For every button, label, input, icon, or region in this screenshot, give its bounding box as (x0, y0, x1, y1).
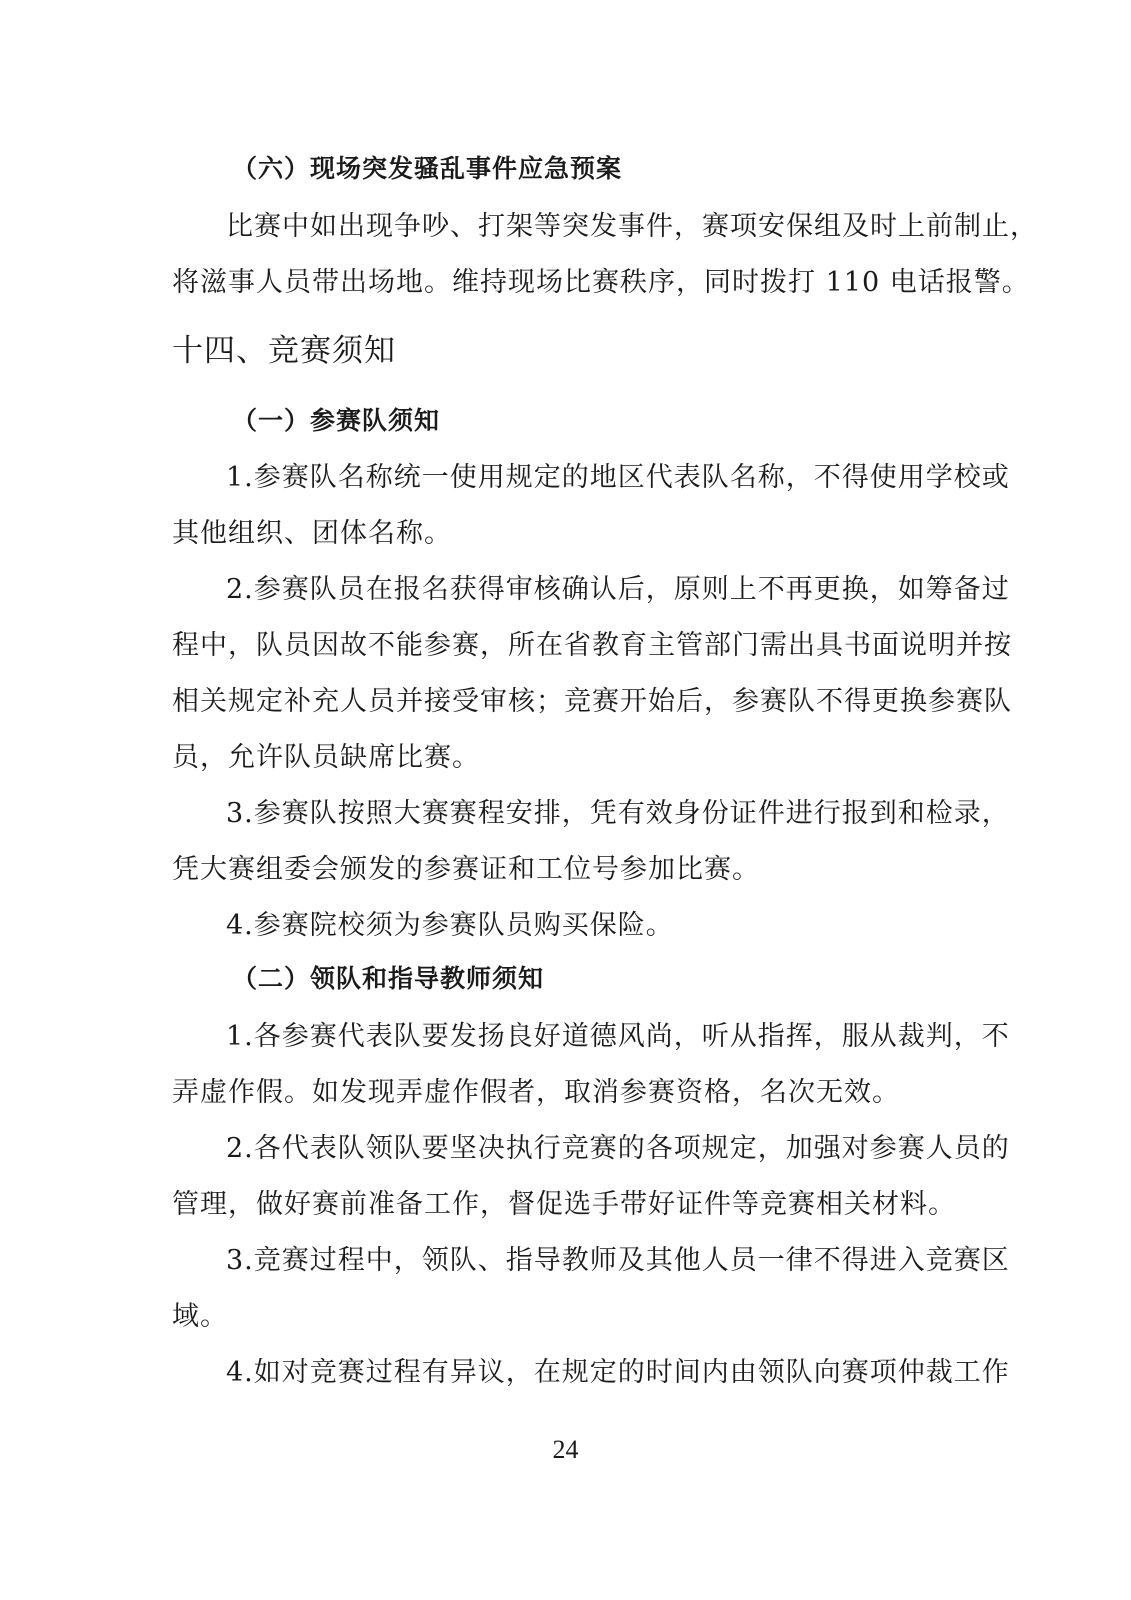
part-2-item-1-line-1: 1.各参赛代表队要发扬良好道德风尚，听从指挥，服从裁判，不 (226, 1021, 1010, 1052)
section-6-heading: （六）现场突发骚乱事件应急预案 (232, 154, 623, 183)
part-2-item-3-line-2: 域。 (172, 1301, 228, 1332)
part-2-item-2-line-1: 2.各代表队领队要坚决执行竞赛的各项规定，加强对参赛人员的 (226, 1133, 1010, 1164)
page-number: 24 (552, 1435, 579, 1464)
part-1-item-4-line-1: 4.参赛院校须为参赛队员购买保险。 (226, 910, 674, 941)
part-2-item-3-line-1: 3.竞赛过程中，领队、指导教师及其他人员一律不得进入竞赛区 (226, 1245, 1010, 1276)
part-2-item-2-line-2: 管理，做好赛前准备工作，督促选手带好证件等竞赛相关材料。 (172, 1189, 956, 1220)
part-1-item-1-line-2: 其他组织、团体名称。 (172, 518, 452, 549)
part-2-item-4-line-1: 4.如对竞赛过程有异议，在规定的时间内由领队向赛项仲裁工作 (226, 1357, 1010, 1388)
part-1-item-2-line-3: 相关规定补充人员并接受审核；竞赛开始后，参赛队不得更换参赛队 (172, 686, 1012, 717)
part-2-heading: （二）领队和指导教师须知 (232, 964, 545, 993)
part-1-item-2-line-1: 2.参赛队员在报名获得审核确认后，原则上不再更换，如筹备过 (226, 574, 1010, 605)
section-6-para-line-1: 比赛中如出现争吵、打架等突发事件，赛项安保组及时上前制止， (226, 211, 1038, 242)
section-6-para-line-2: 将滋事人员带出场地。维持现场比赛秩序，同时拨打 110 电话报警。 (172, 267, 1030, 298)
part-1-item-3-line-2: 凭大赛组委会颁发的参赛证和工位号参加比赛。 (172, 854, 760, 885)
part-1-item-2-line-2: 程中，队员因故不能参赛，所在省教育主管部门需出具书面说明并按 (172, 630, 1012, 661)
part-1-item-2-line-4: 员，允许队员缺席比赛。 (172, 742, 480, 773)
part-1-heading: （一）参赛队须知 (232, 406, 441, 435)
chapter-14-heading: 十四、竞赛须知 (172, 333, 396, 369)
part-1-item-3-line-1: 3.参赛队按照大赛赛程安排，凭有效身份证件进行报到和检录， (226, 798, 1010, 829)
part-1-item-1-line-1: 1.参赛队名称统一使用规定的地区代表队名称，不得使用学校或 (226, 462, 1010, 493)
part-2-item-1-line-2: 弄虚作假。如发现弄虚作假者，取消参赛资格，名次无效。 (172, 1077, 900, 1108)
